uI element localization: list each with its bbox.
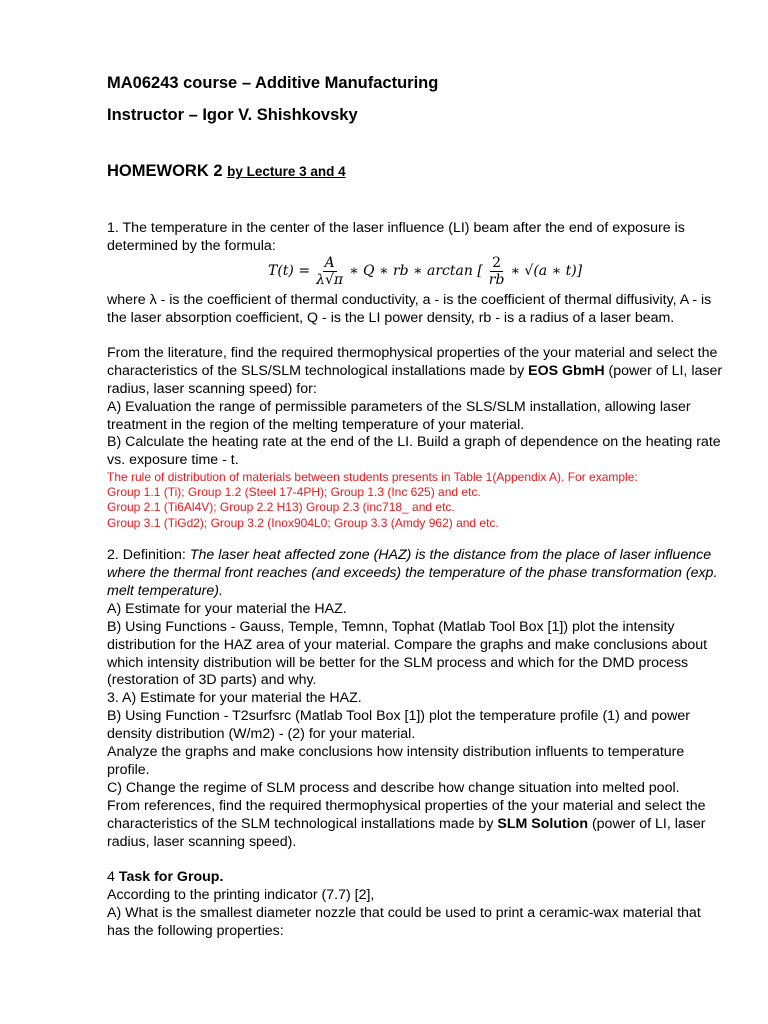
q3-ref-tail: (power of LI, laser radius, laser scanning speed). — [107, 815, 706, 850]
q1-literature — [107, 345, 727, 398]
q1-part-a: A) Evaluation the range of permissible parameters of the SLS/SLM installation, allowing laser treatment in the region of the melting temperature of your material. — [107, 399, 691, 433]
q2-part-b: B) Using Functions - Gauss, Temple, Temnn, Tophat (Matlab Tool Box [1]) plot the intensity distribution for the HAZ area of your material. Compare the graphs and make conclusions about which intensity distribution will be better for the SLM process and which for the DMD process (restoration of 3D parts) and why. — [107, 619, 708, 689]
homework-subtitle: by Lecture 3 and 4 — [227, 164, 346, 179]
q2-definition — [107, 547, 727, 600]
eos-gbmh: EOS GbmH — [528, 362, 605, 379]
q3-part-b: B) Using Function - T2surfsrc (Matlab Tool Box [1]) plot the temperature profile (1) and power density distribution (W/m2) - (2) for your material. — [107, 708, 690, 742]
formula-den-1: λ√π — [316, 271, 344, 288]
formula-den-2: rb — [488, 271, 505, 288]
formula-mid: ∗ Q ∗ rb ∗ arctan [ — [349, 263, 483, 279]
formula-num-2: 2 — [492, 254, 502, 271]
q4-number: 4 — [107, 869, 119, 885]
q3-part-c: C) Change the regime of SLM process and describe how change situation into melted pool. — [107, 780, 680, 796]
formula-fraction-1 — [314, 255, 345, 288]
q1-part-b: B) Calculate the heating rate at the end of the LI. Build a graph of dependence on the heating rate vs. exposure time - t. — [107, 434, 721, 468]
q1-lit-tail: (power of LI, laser radius, laser scanning speed) for: — [107, 362, 723, 397]
q4-heading — [107, 869, 727, 887]
formula-fraction-2 — [487, 255, 507, 288]
homework-title: HOMEWORK 2 — [107, 162, 223, 180]
q4-title: Task for Group. — [118, 869, 224, 885]
q2-def-italic: The laser heat affected zone (HAZ) is the distance from the place of laser influence where the thermal front reaches (and exceeds) the temperature of the phase transformation (exp. melt temperature). — [107, 547, 718, 599]
homework-heading — [107, 162, 727, 181]
q4-part-a: A) What is the smallest diameter nozzle that could be used to print a ceramic-wax material that has the following properties: — [107, 905, 701, 939]
q2-part-a: A) Estimate for your material the HAZ. — [107, 601, 347, 617]
q3-analyze: Analyze the graphs and make conclusions how intensity distribution influents to temperature profile. — [107, 744, 685, 778]
temperature-formula — [268, 251, 582, 291]
course-title: MA06243 course – Additive Manufacturing — [107, 74, 439, 92]
red-line: Group 3.1 (TiGd2); Group 3.2 (Inox904L0; Group 3.3 (Amdy 962) and etc. — [107, 515, 499, 530]
q1-intro: 1. The temperature in the center of the laser influence (LI) beam after the end of exposure is determined by the formula: — [107, 220, 685, 254]
formula-num-1: A — [324, 254, 335, 271]
formula-lhs: T(t) = — [268, 263, 311, 279]
instructor-line: Instructor – Igor V. Shishkovsky — [107, 106, 358, 124]
q3-part-a: 3. A) Estimate for your material the HAZ. — [107, 690, 362, 706]
q1-lit-text: From the literature, find the required thermophysical properties of the your material and select the characteristics of the SLS/SLM technological installations made by — [107, 345, 718, 379]
q1-where: where λ - is the coefficient of thermal conductivity, a - is the coefficient of thermal diffusivity, A - is the laser absorption coefficient, Q - is the LI power density, rb - is a radius of a laser beam. — [107, 292, 712, 326]
red-line: Group 1.1 (Ti); Group 1.2 (Steel 17-4PH); Group 1.3 (Inc 625) and etc. — [107, 485, 481, 500]
distribution-rule — [107, 470, 727, 531]
q2-def-label: 2. Definition: — [107, 547, 190, 563]
red-line: The rule of distribution of materials between students presents in Table 1(Appendix A). For example: — [107, 470, 638, 484]
q3-ref-text: From references, find the required thermophysical properties of the your material and select the characteristics of the SLM technological installations made by — [107, 798, 706, 832]
red-line: Group 2.1 (Ti6Al4V); Group 2.2 H13) Group 2.3 (inc718_ and etc. — [107, 500, 455, 515]
formula-tail: ∗ √(a ∗ t)] — [510, 263, 583, 279]
slm-solution: SLM Solution — [497, 815, 588, 832]
q3-references — [107, 798, 727, 851]
q4-line1: According to the printing indicator (7.7) [2], — [107, 887, 375, 903]
